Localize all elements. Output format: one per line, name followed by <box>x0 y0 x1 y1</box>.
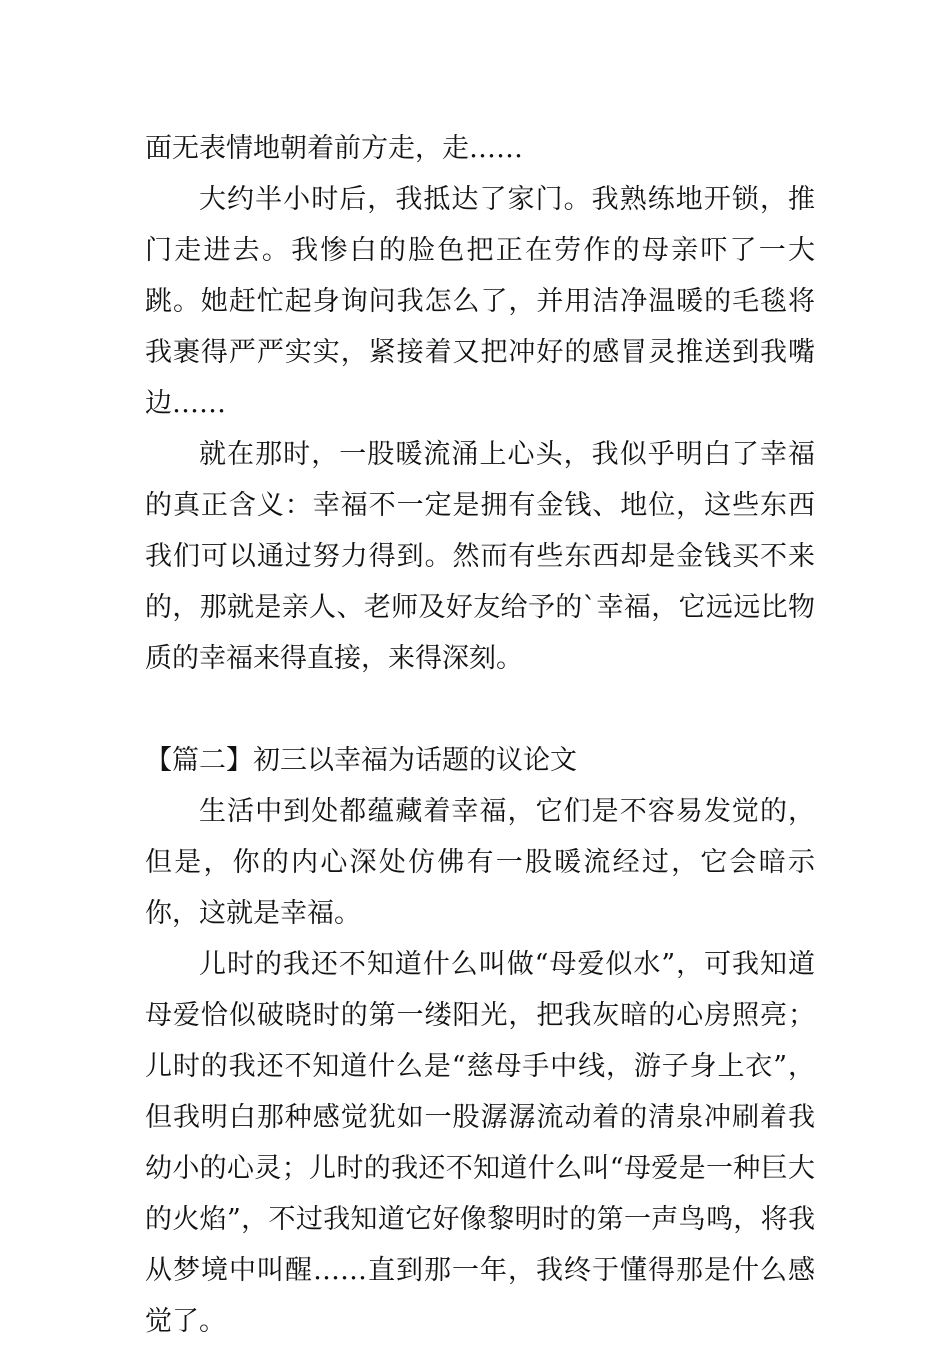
paragraph-happiness-everywhere: 生活中到处都蕴藏着幸福，它们是不容易发觉的，但是，你的内心深处仿佛有一股暖流经过，它会暗示你，这就是幸福。 <box>145 796 815 929</box>
section-heading: 【篇二】初三以幸福为话题的议论文 <box>145 745 577 776</box>
paragraph-arrive-home: 大约半小时后，我抵达了家门。我熟练地开锁，推门走进去。我惨白的脸色把正在劳作的母亲吓了一大跳。她赶忙起身询问我怎么了，并用洁净温暖的毛毯将我裹得严严实实，紧接着又把冲好的感冒灵推送到我嘴边…… <box>145 184 815 419</box>
paragraph-continuation: 面无表情地朝着前方走，走…… <box>145 133 523 164</box>
paragraph-childhood-mother-love: 儿时的我还不知道什么叫做“母爱似水”，可我知道母爱恰似破晓时的第一缕阳光，把我灰暗的心房照亮；儿时的我还不知道什么是“慈母手中线，游子身上衣”，但我明白那种感觉犹如一股潺潺流动着的清泉冲刷着我幼小的心灵；儿时的我还不知道什么叫“母爱是一种巨大的火焰”，不过我知道它好像黎明时的第一声鸟鸣，将我从梦境中叫醒……直到那一年，我终于懂得那是什么感觉了。 <box>145 949 815 1337</box>
section-spacer <box>145 684 815 735</box>
document-body <box>145 123 815 1347</box>
paragraph-meaning-of-happiness: 就在那时，一股暖流涌上心头，我似乎明白了幸福的真正含义：幸福不一定是拥有金钱、地位，这些东西我们可以通过努力得到。然而有些东西却是金钱买不来的，那就是亲人、老师及好友给予的`幸福，它远远比物质的幸福来得直接，来得深刻。 <box>145 439 815 674</box>
